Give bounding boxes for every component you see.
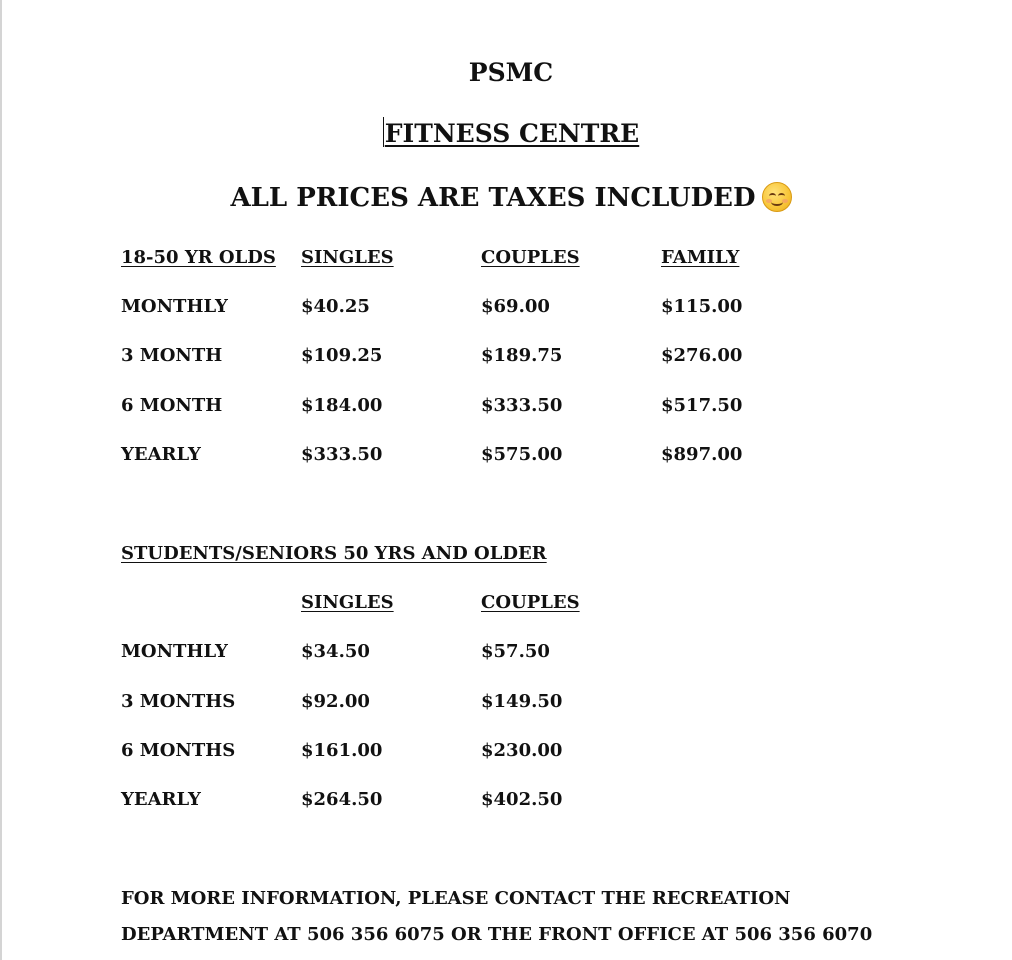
- smiling-face-emoji-icon: [762, 182, 792, 212]
- header-couples: COUPLES: [481, 247, 580, 268]
- header-singles: SINGLES: [301, 592, 394, 613]
- price-cell: $402.50: [481, 789, 563, 810]
- price-cell: $161.00: [301, 740, 383, 761]
- row-label: MONTHLY: [121, 296, 228, 317]
- facility-title: [0, 117, 1012, 151]
- price-cell: $264.50: [301, 789, 383, 810]
- row-label: 6 MONTH: [121, 395, 223, 416]
- price-cell: $109.25: [301, 345, 383, 366]
- price-notice: [0, 180, 1012, 216]
- price-cell: $230.00: [481, 740, 563, 761]
- row-label: YEARLY: [121, 789, 201, 810]
- header-age-group: 18-50 YR OLDS: [121, 247, 276, 268]
- facility-title-text: FITNESS CENTRE: [384, 119, 640, 148]
- contact-info-line-2: DEPARTMENT AT 506 356 6075 OR THE FRONT OFFICE AT 506 356 6070: [121, 924, 873, 945]
- row-label: YEARLY: [121, 444, 201, 465]
- price-cell: $333.50: [301, 444, 383, 465]
- price-cell: $897.00: [661, 444, 743, 465]
- price-cell: $276.00: [661, 345, 743, 366]
- header-family: FAMILY: [661, 247, 740, 268]
- header-singles: SINGLES: [301, 247, 394, 268]
- row-label: MONTHLY: [121, 641, 228, 662]
- price-notice-text: ALL PRICES ARE TAXES INCLUDED: [230, 183, 756, 213]
- contact-info-line-1: FOR MORE INFORMATION, PLEASE CONTACT THE RECREATION: [121, 888, 791, 909]
- header-couples: COUPLES: [481, 592, 580, 613]
- price-cell: $57.50: [481, 641, 550, 662]
- price-cell: $69.00: [481, 296, 550, 317]
- price-cell: $184.00: [301, 395, 383, 416]
- price-cell: $115.00: [661, 296, 743, 317]
- text-cursor: [383, 117, 384, 147]
- price-cell: $517.50: [661, 395, 743, 416]
- price-cell: $149.50: [481, 691, 563, 712]
- price-cell: $189.75: [481, 345, 563, 366]
- price-cell: $40.25: [301, 296, 370, 317]
- org-title: PSMC: [468, 58, 554, 87]
- row-label: 6 MONTHS: [121, 740, 236, 761]
- price-cell: $92.00: [301, 691, 370, 712]
- price-cell: $333.50: [481, 395, 563, 416]
- row-label: 3 MONTHS: [121, 691, 236, 712]
- senior-section-title: STUDENTS/SENIORS 50 YRS AND OLDER: [121, 543, 547, 564]
- price-cell: $34.50: [301, 641, 370, 662]
- row-label: 3 MONTH: [121, 345, 223, 366]
- price-cell: $575.00: [481, 444, 563, 465]
